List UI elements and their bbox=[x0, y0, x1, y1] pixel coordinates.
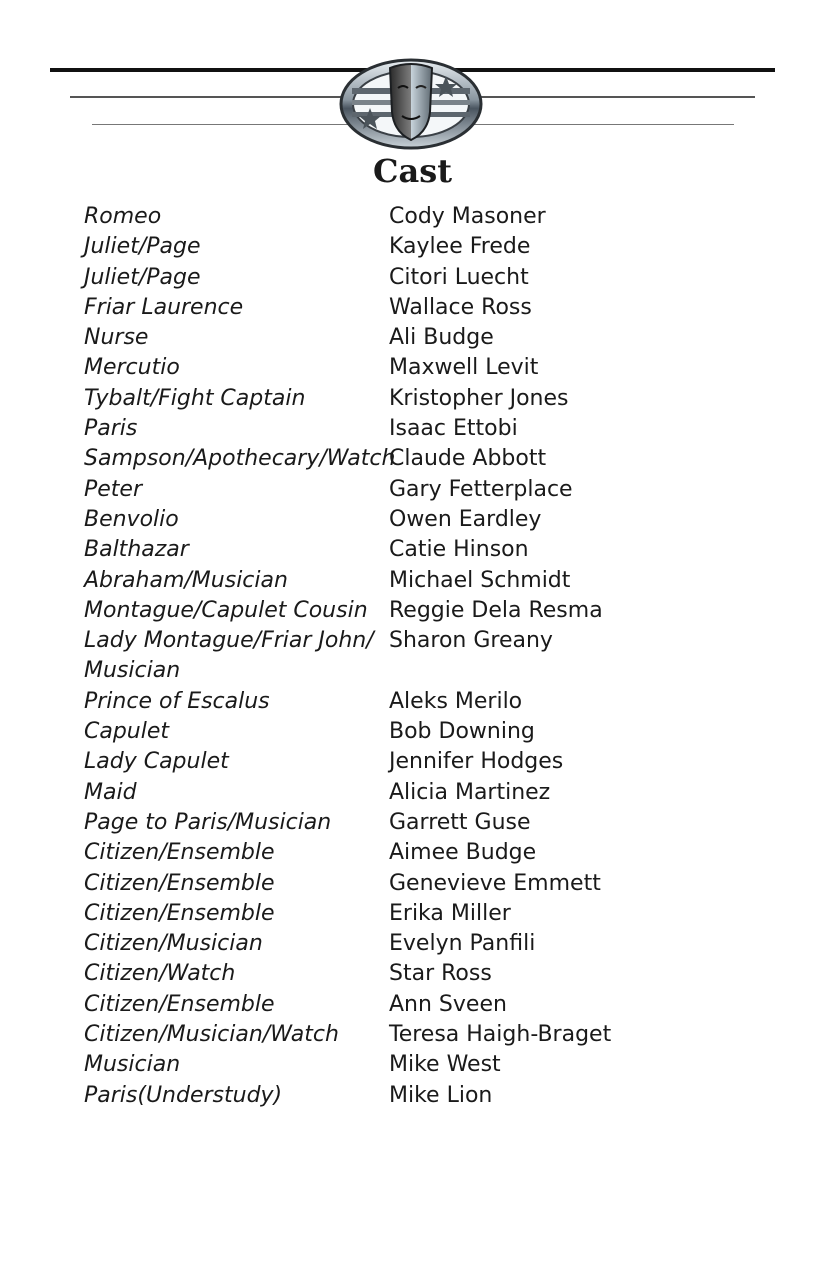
cast-role: Tybalt/Fight Captain bbox=[84, 385, 306, 411]
cast-row bbox=[84, 444, 704, 474]
cast-actor: Ali Budge bbox=[389, 325, 494, 351]
cast-actor: Catie Hinson bbox=[389, 537, 529, 563]
cast-role: Citizen/Ensemble bbox=[84, 900, 275, 926]
cast-role: Paris bbox=[84, 416, 138, 442]
cast-row bbox=[84, 808, 704, 838]
cast-row bbox=[84, 687, 704, 717]
cast-actor: Cody Masoner bbox=[389, 204, 546, 229]
cast-role: Citizen/Ensemble bbox=[84, 870, 275, 896]
cast-actor: Kaylee Frede bbox=[389, 234, 531, 260]
cast-row bbox=[84, 778, 704, 808]
cast-row bbox=[84, 384, 704, 414]
cast-role: Citizen/Musician/Watch bbox=[84, 1022, 339, 1048]
cast-actor: Star Ross bbox=[389, 961, 492, 987]
cast-role: Romeo bbox=[84, 204, 162, 229]
cast-actor: Kristopher Jones bbox=[389, 385, 569, 411]
cast-actor: Erika Miller bbox=[389, 900, 511, 926]
cast-role: Prince of Escalus bbox=[84, 688, 270, 714]
cast-actor: Maxwell Levit bbox=[389, 355, 539, 381]
cast-role: Maid bbox=[84, 779, 137, 805]
cast-role: Peter bbox=[84, 476, 143, 502]
cast-row bbox=[84, 747, 704, 777]
cast-role: Lady Montague/Friar John/ Musician bbox=[84, 628, 374, 684]
cast-actor: Citori Luecht bbox=[389, 264, 529, 290]
cast-row bbox=[84, 869, 704, 899]
cast-row bbox=[84, 475, 704, 505]
cast-actor: Alicia Martinez bbox=[389, 779, 551, 805]
cast-row bbox=[84, 1050, 704, 1080]
cast-row bbox=[84, 929, 704, 959]
cast-row bbox=[84, 899, 704, 929]
cast-actor: Claude Abbott bbox=[389, 446, 547, 472]
cast-actor: Genevieve Emmett bbox=[389, 870, 601, 896]
cast-row bbox=[84, 535, 704, 565]
cast-row bbox=[84, 626, 704, 687]
cast-role: Juliet/Page bbox=[84, 234, 201, 260]
cast-actor: Bob Downing bbox=[389, 719, 535, 745]
cast-role: Juliet/Page bbox=[84, 264, 201, 290]
cast-role: Sampson/Apothecary/Watch bbox=[84, 446, 396, 472]
cast-actor: Aimee Budge bbox=[389, 840, 537, 866]
cast-role: Paris(Understudy) bbox=[84, 1082, 283, 1108]
cast-actor: Isaac Ettobi bbox=[389, 416, 518, 442]
cast-role: Friar Laurence bbox=[84, 294, 244, 320]
cast-actor: Mike Lion bbox=[389, 1082, 493, 1108]
cast-row bbox=[84, 1020, 704, 1050]
cast-actor: Mike West bbox=[389, 1052, 501, 1078]
cast-actor: Ann Sveen bbox=[389, 991, 507, 1017]
cast-row bbox=[84, 1081, 704, 1111]
cast-row bbox=[84, 263, 704, 293]
cast-role: Capulet bbox=[84, 719, 170, 745]
cast-actor: Garrett Guse bbox=[389, 809, 531, 835]
cast-actor: Jennifer Hodges bbox=[389, 749, 564, 775]
cast-row bbox=[84, 959, 704, 989]
cast-actor: Michael Schmidt bbox=[389, 567, 571, 593]
cast-row bbox=[84, 414, 704, 444]
cast-actor: Gary Fetterplace bbox=[389, 476, 573, 502]
cast-row bbox=[84, 293, 704, 323]
cast-actor: Owen Eardley bbox=[389, 506, 542, 532]
cast-row bbox=[84, 232, 704, 262]
cast-role: Citizen/Ensemble bbox=[84, 840, 275, 866]
cast-actor: Sharon Greany bbox=[389, 628, 553, 654]
cast-row bbox=[84, 990, 704, 1020]
theater-mask-emblem-icon bbox=[338, 54, 484, 154]
cast-actor: Teresa Haigh-Braget bbox=[389, 1022, 612, 1048]
cast-row bbox=[84, 596, 704, 626]
cast-role: Citizen/Watch bbox=[84, 961, 236, 987]
cast-role: Lady Capulet bbox=[84, 749, 229, 775]
cast-role: Abraham/Musician bbox=[84, 567, 288, 593]
cast-role: Balthazar bbox=[84, 537, 189, 563]
cast-actor: Aleks Merilo bbox=[389, 688, 523, 714]
cast-row bbox=[84, 505, 704, 535]
cast-role: Montague/Capulet Cousin bbox=[84, 597, 368, 623]
cast-role: Musician bbox=[84, 1052, 181, 1078]
cast-row bbox=[84, 566, 704, 596]
cast-row bbox=[84, 323, 704, 353]
cast-actor: Reggie Dela Resma bbox=[389, 597, 603, 623]
cast-role: Page to Paris/Musician bbox=[84, 809, 332, 835]
page-title: Cast bbox=[373, 152, 452, 190]
cast-role: Nurse bbox=[84, 325, 149, 351]
cast-role: Citizen/Ensemble bbox=[84, 991, 275, 1017]
cast-row bbox=[84, 202, 704, 232]
cast-row bbox=[84, 717, 704, 747]
cast-row bbox=[84, 353, 704, 383]
cast-actor: Evelyn Panfili bbox=[389, 931, 536, 957]
cast-role: Benvolio bbox=[84, 506, 179, 532]
cast-actor: Wallace Ross bbox=[389, 294, 532, 320]
cast-role: Mercutio bbox=[84, 355, 180, 381]
cast-role: Citizen/Musician bbox=[84, 931, 263, 957]
cast-row bbox=[84, 838, 704, 868]
cast-list bbox=[84, 202, 704, 1111]
